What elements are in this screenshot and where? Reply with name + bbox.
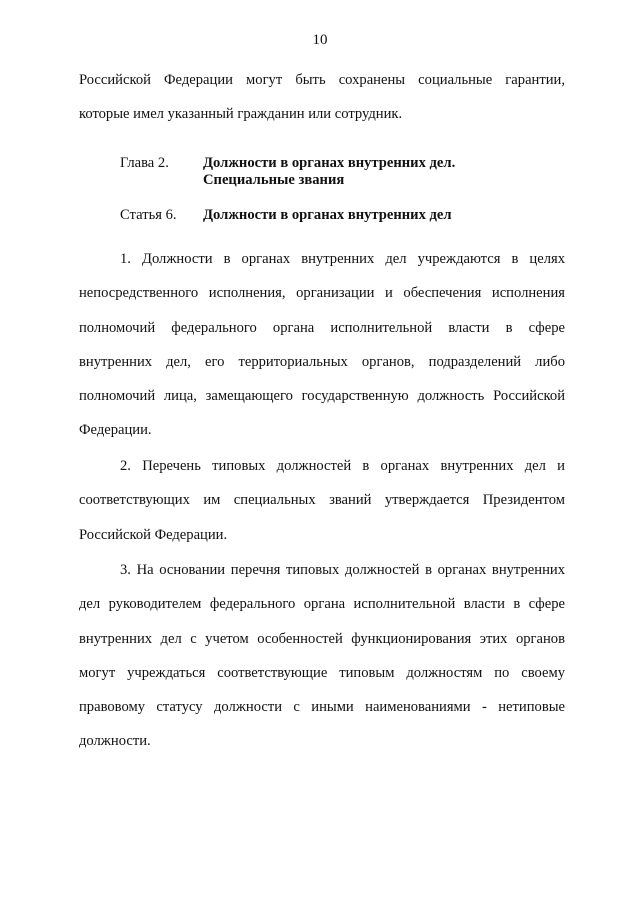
paragraph-line: правовому статусу должности с иными наименованиями - нетиповые: [79, 699, 565, 716]
paragraph-line: дел руководителем федерального органа исполнительной власти в сфере: [79, 596, 565, 613]
paragraph-line: Российской Федерации могут быть сохранены социальные гарантии,: [79, 72, 565, 88]
paragraph-line: Федерации.: [79, 422, 152, 439]
article-label: Статья 6.: [120, 207, 177, 223]
chapter-heading: [120, 155, 570, 189]
chapter-title-line: Специальные звания: [203, 172, 345, 188]
paragraph-line: внутренних дел с учетом особенностей функционирования этих органов: [79, 630, 565, 647]
paragraph-line: 3. На основании перечня типовых должностей в органах внутренних: [120, 562, 565, 578]
paragraph-line: 2. Перечень типовых должностей в органах внутренних дел и: [120, 458, 565, 474]
article-paragraph-3: [79, 553, 565, 759]
article-paragraph-2: [79, 449, 565, 552]
paragraph-line: могут учреждаться соответствующие типовым должностям по своему: [79, 664, 565, 681]
paragraph-line: полномочий лица, замещающего государственную должность Российской: [79, 388, 565, 405]
paragraph-line: внутренних дел, его территориальных органов, подразделений либо: [79, 353, 565, 370]
article-title: Должности в органах внутренних дел: [203, 207, 452, 223]
chapter-title-line: Должности в органах внутренних дел.: [203, 155, 456, 171]
page-number: 10: [312, 32, 328, 48]
article-heading: [120, 207, 570, 224]
paragraph-line: полномочий федерального органа исполнительной власти в сфере: [79, 319, 565, 336]
article-paragraph-1: [79, 242, 565, 448]
paragraph-line: которые имел указанный гражданин или сотрудник.: [79, 106, 403, 123]
paragraph-line: непосредственного исполнения, организации и обеспечения исполнения: [79, 285, 565, 302]
paragraph-line: должности.: [79, 733, 151, 750]
paragraph-line: 1. Должности в органах внутренних дел учреждаются в целях: [120, 251, 565, 267]
continuation-paragraph: [79, 63, 565, 132]
chapter-label: Глава 2.: [120, 155, 169, 171]
paragraph-line: Российской Федерации.: [79, 526, 228, 543]
paragraph-line: соответствующих им специальных званий утверждается Президентом: [79, 492, 565, 509]
chapter-title: [203, 155, 455, 189]
